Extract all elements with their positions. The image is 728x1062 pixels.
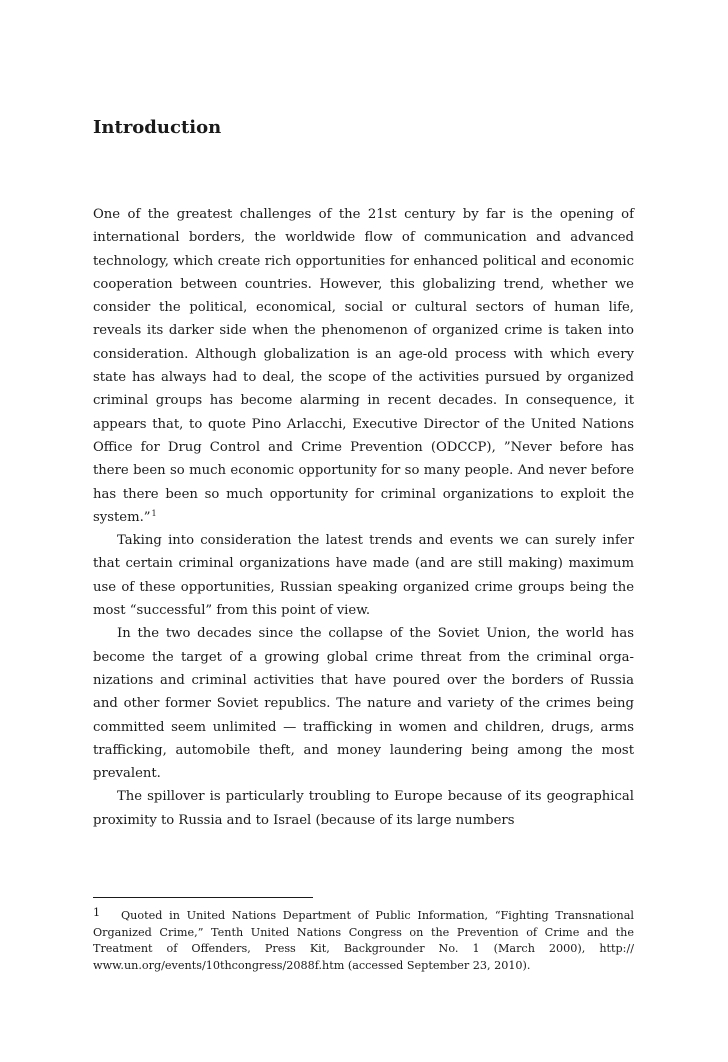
footnote-divider xyxy=(93,897,313,898)
footnote-text: Quoted in United Nations Department of Public Information, “Fighting Transnational Organized Crime,” Tenth United Nations Congress on the Prevention of Crime and the Treatment of Offenders, Press Kit, Backgrounder No. 1 (March 2000), http:// www.un.org/events/10thcongress/2088f.htm (accessed September 23, 2010). xyxy=(93,909,634,972)
paragraph-3: In the two decades since the collapse of the Soviet Union, the world has become the target of a growing global crime threat from the criminal organizations and criminal activities that have poured over the borders of Russia and other former Soviet republics. The nature and variety of the crimes being committed seem unlimited — trafficking in women and children, drugs, arms trafficking, automobile theft, and money laundering being among the most prevalent. xyxy=(93,626,634,782)
footnote-number: 1 xyxy=(93,906,101,919)
paragraph-1 xyxy=(93,203,634,529)
paragraph-2: Taking into consideration the latest trends and events we can surely infer that certain criminal organizations have made (and are still making) maximum use of these opportunities, Russian speaking organized crime groups being the most “successful” from this point of view. xyxy=(93,533,634,619)
footnote xyxy=(93,905,634,974)
paragraph-1-text: One of the greatest challenges of the 21st century by far is the opening of international borders, the worldwide flow of communication and advanced technology, which create rich opportunities for enhanced political and economic cooperation between countries. However, this globalizing trend, whether we consider the political, economical, social or cultural sectors of human life, reveals its darker side when the phenomenon of organized crime is taken into consideration. Although globalization is an age-old process with which every state has always had to deal, the scope of the activities pursued by organized criminal groups has become alarming in recent decades. In consequence, it appears that, to quote Pino Arlacchi, Executive Director of the United Nations Office for Drug Control and Crime Prevention (ODCCP), ”Never before has there been so much economic opportunity for so many people. And never before has there been so much opportunity for criminal organizations to exploit the system.” xyxy=(93,207,634,525)
body-text xyxy=(93,203,634,832)
paragraph-4: The spillover is particularly troubling to Europe because of its geographical proximity to Russia and to Israel (because of its large numbers xyxy=(93,789,634,828)
footnote-reference: 1 xyxy=(151,508,157,518)
page-title: Introduction xyxy=(93,117,222,138)
